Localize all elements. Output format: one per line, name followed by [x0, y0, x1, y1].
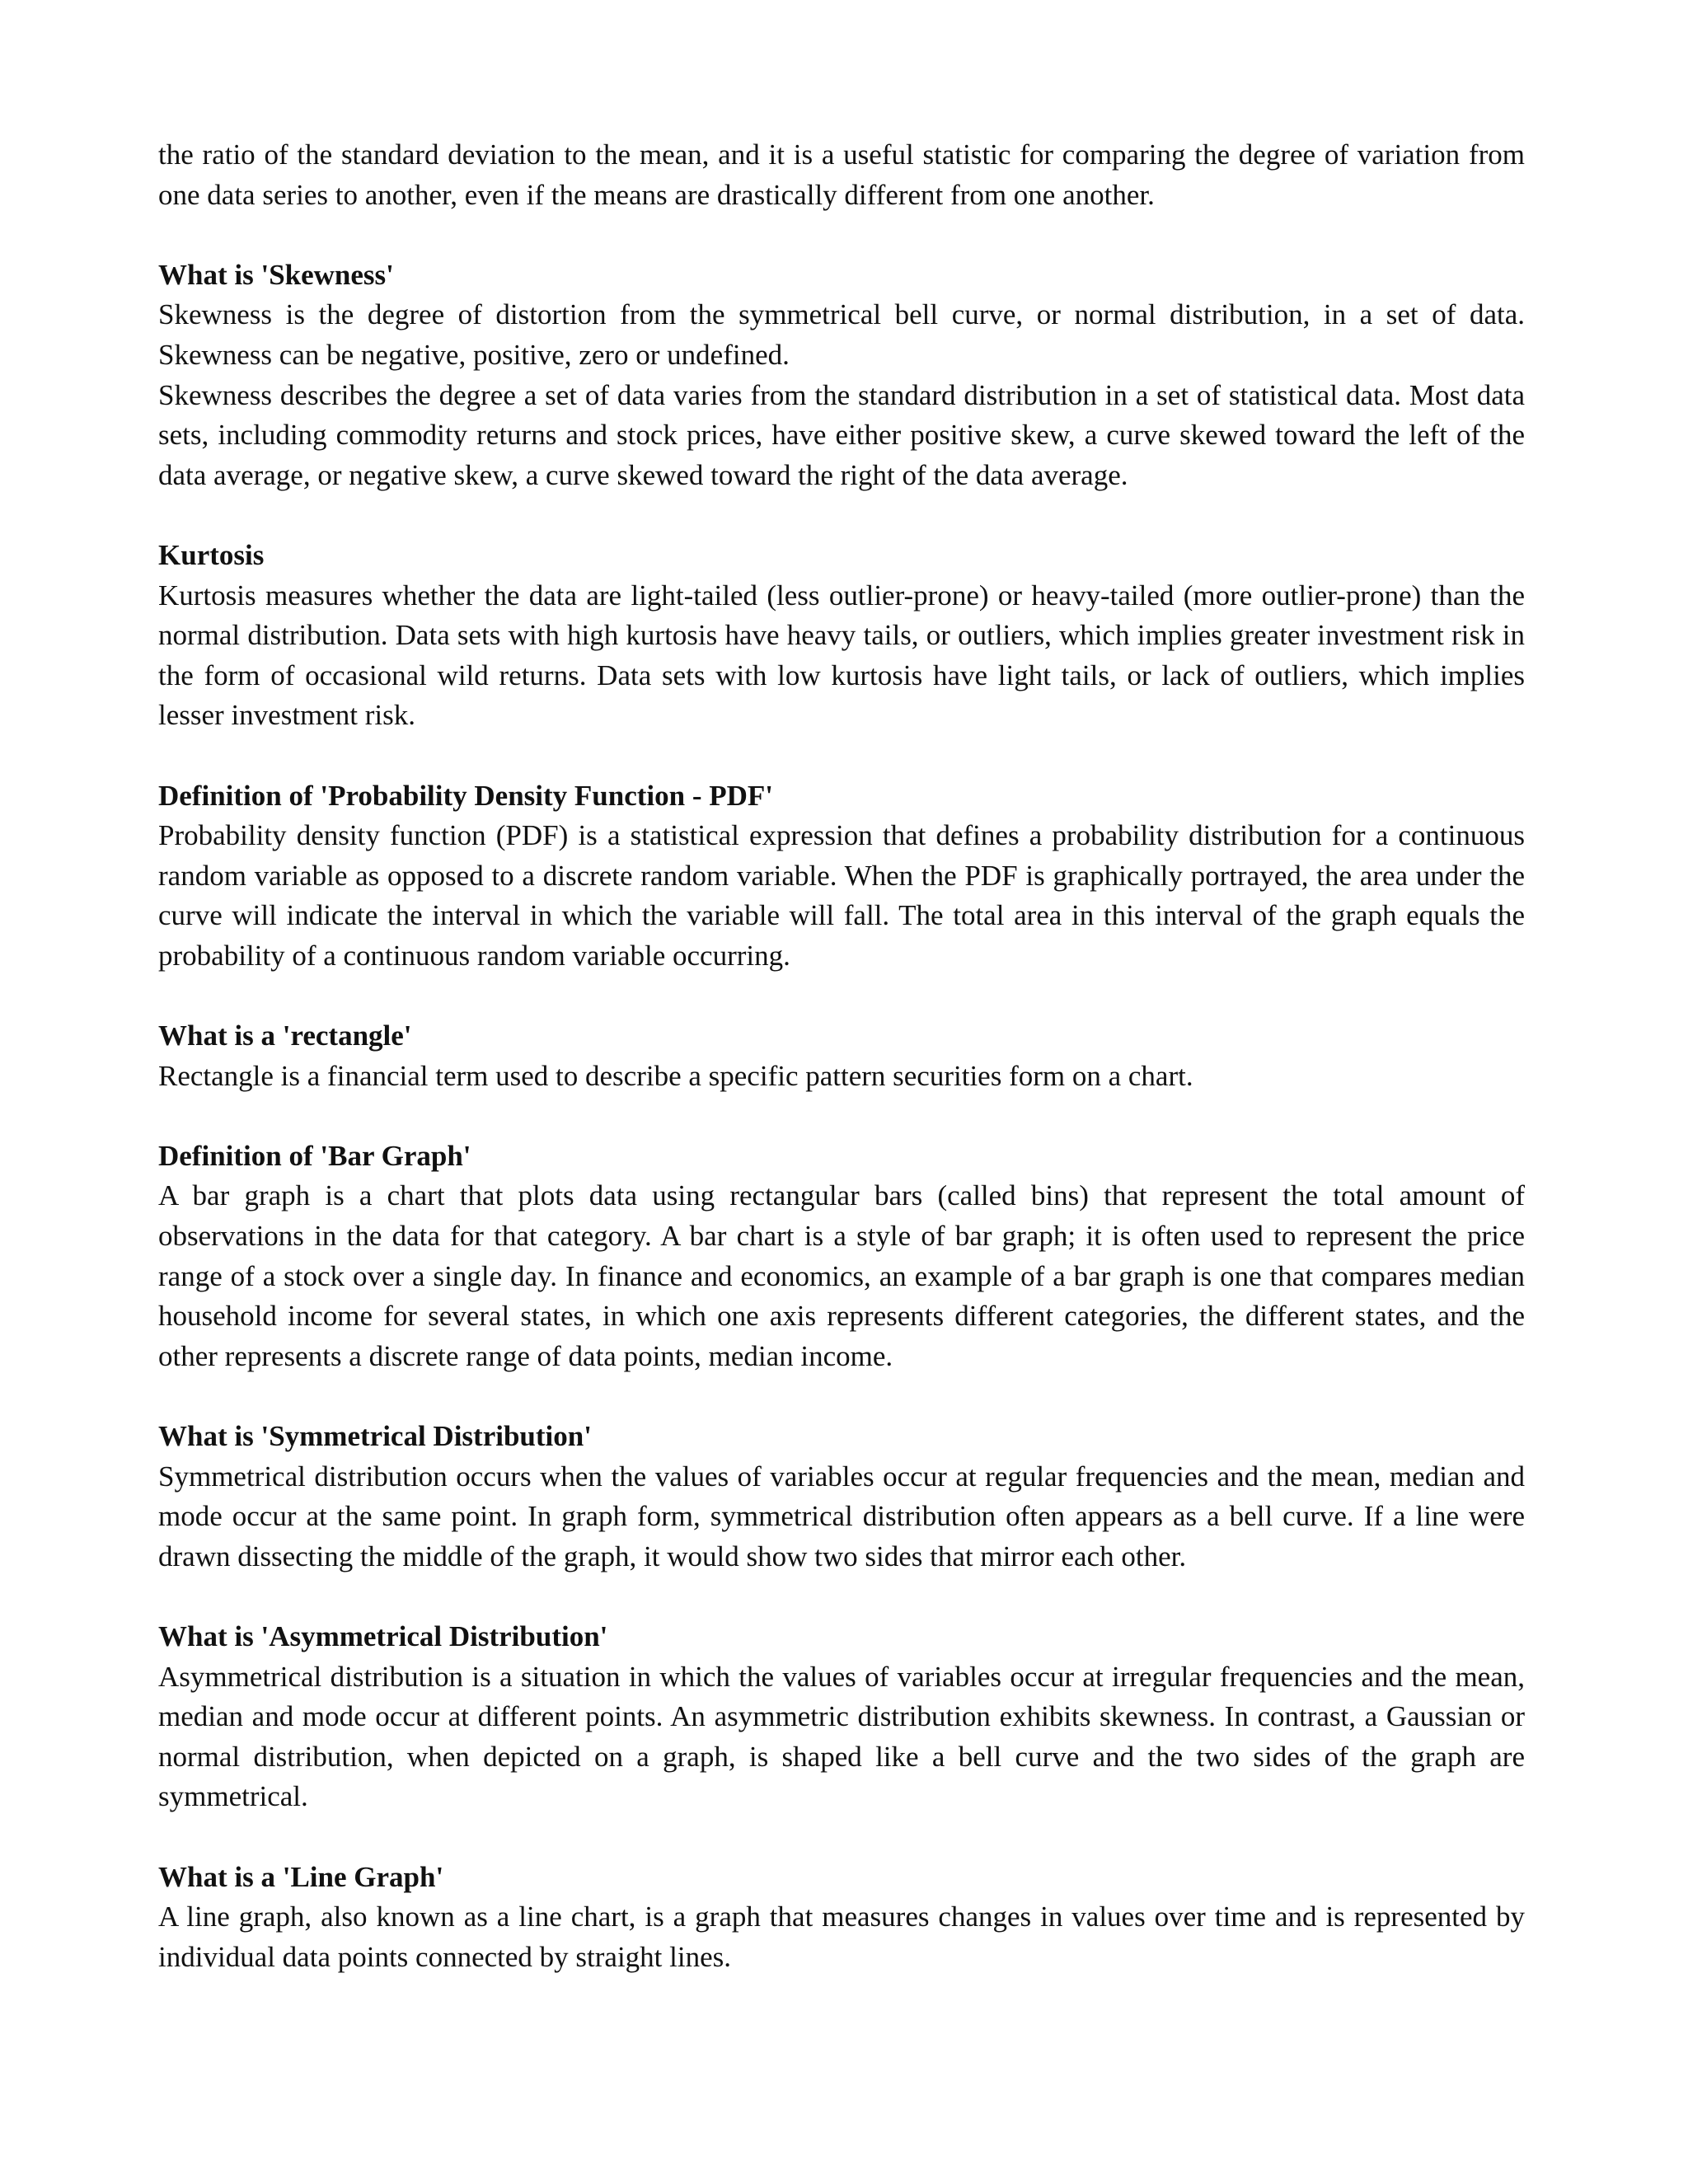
bar-graph-section	[158, 1137, 1525, 1377]
asymmetrical-section	[158, 1617, 1525, 1817]
skewness-paragraph-2: Skewness describes the degree a set of data varies from the standard distribution in a set of statistical data. Most data sets, including commodity returns and stock prices, have either positive skew, a curve skewed toward the left of the data average, or negative skew, a curve skewed toward the right of the data average.	[158, 378, 1525, 491]
intro-section	[158, 135, 1525, 215]
symmetrical-paragraph: Symmetrical distribution occurs when the values of variables occur at regular frequencies and the mean, median and mode occur at the same point. In graph form, symmetrical distribution often appears as a bell curve. If a line were drawn dissecting the middle of the graph, it would show two sides that mirror each other.	[158, 1460, 1525, 1572]
rectangle-heading: What is a 'rectangle'	[158, 1019, 412, 1052]
bar-graph-paragraph: A bar graph is a chart that plots data using rectangular bars (called bins) that represent the total amount of observations in the data for that category. A bar chart is a style of bar graph; it is often used to represent the price range of a stock over a single day. In finance and economics, an example of a bar graph is one that compares median household income for several states, in which one axis represents different categories, the different states, and the other represents a discrete range of data points, median income.	[158, 1179, 1525, 1372]
symmetrical-heading: What is 'Symmetrical Distribution'	[158, 1420, 592, 1452]
asymmetrical-heading: What is 'Asymmetrical Distribution'	[158, 1619, 608, 1652]
asymmetrical-paragraph: Asymmetrical distribution is a situation in which the values of variables occur at irregular frequencies and the mean, median and mode occur at different points. An asymmetric distribution exhibits skewness. In contrast, a Gaussian or normal distribution, when depicted on a graph, is shaped like a bell curve and the two sides of the graph are symmetrical.	[158, 1660, 1525, 1813]
bar-graph-heading: Definition of 'Bar Graph'	[158, 1139, 471, 1172]
kurtosis-paragraph: Kurtosis measures whether the data are light-tailed (less outlier-prone) or heavy-tailed (more outlier-prone) than the normal distribution. Data sets with high kurtosis have heavy tails, or outliers, which implies greater investment risk in the form of occasional wild returns. Data sets with low kurtosis have light tails, or lack of outliers, which implies lesser investment risk.	[158, 579, 1525, 732]
rectangle-section	[158, 1016, 1525, 1096]
intro-paragraph: the ratio of the standard deviation to the mean, and it is a useful statistic for comparing the degree of variation from one data series to another, even if the means are drastically different from one another.	[158, 138, 1525, 211]
skewness-paragraph-1: Skewness is the degree of distortion from the symmetrical bell curve, or normal distribution, in a set of data. Skewness can be negative, positive, zero or undefined.	[158, 298, 1525, 371]
symmetrical-section	[158, 1417, 1525, 1577]
pdf-section	[158, 776, 1525, 977]
document-page	[158, 135, 1525, 2018]
line-graph-paragraph: A line graph, also known as a line chart, is a graph that measures changes in values over time and is represented by individual data points connected by straight lines.	[158, 1900, 1525, 1973]
kurtosis-heading: Kurtosis	[158, 538, 265, 571]
line-graph-section	[158, 1858, 1525, 1978]
line-graph-heading: What is a 'Line Graph'	[158, 1860, 444, 1893]
rectangle-paragraph: Rectangle is a financial term used to describe a specific pattern securities form on a chart.	[158, 1059, 1193, 1092]
pdf-heading: Definition of 'Probability Density Function - PDF'	[158, 779, 774, 812]
kurtosis-section	[158, 536, 1525, 736]
pdf-paragraph: Probability density function (PDF) is a statistical expression that defines a probability distribution for a continuous random variable as opposed to a discrete random variable. When the PDF is graphically portrayed, the area under the curve will indicate the interval in which the variable will fall. The total area in this interval of the graph equals the probability of a continuous random variable occurring.	[158, 819, 1525, 972]
skewness-heading: What is 'Skewness'	[158, 258, 394, 291]
skewness-section	[158, 255, 1525, 496]
